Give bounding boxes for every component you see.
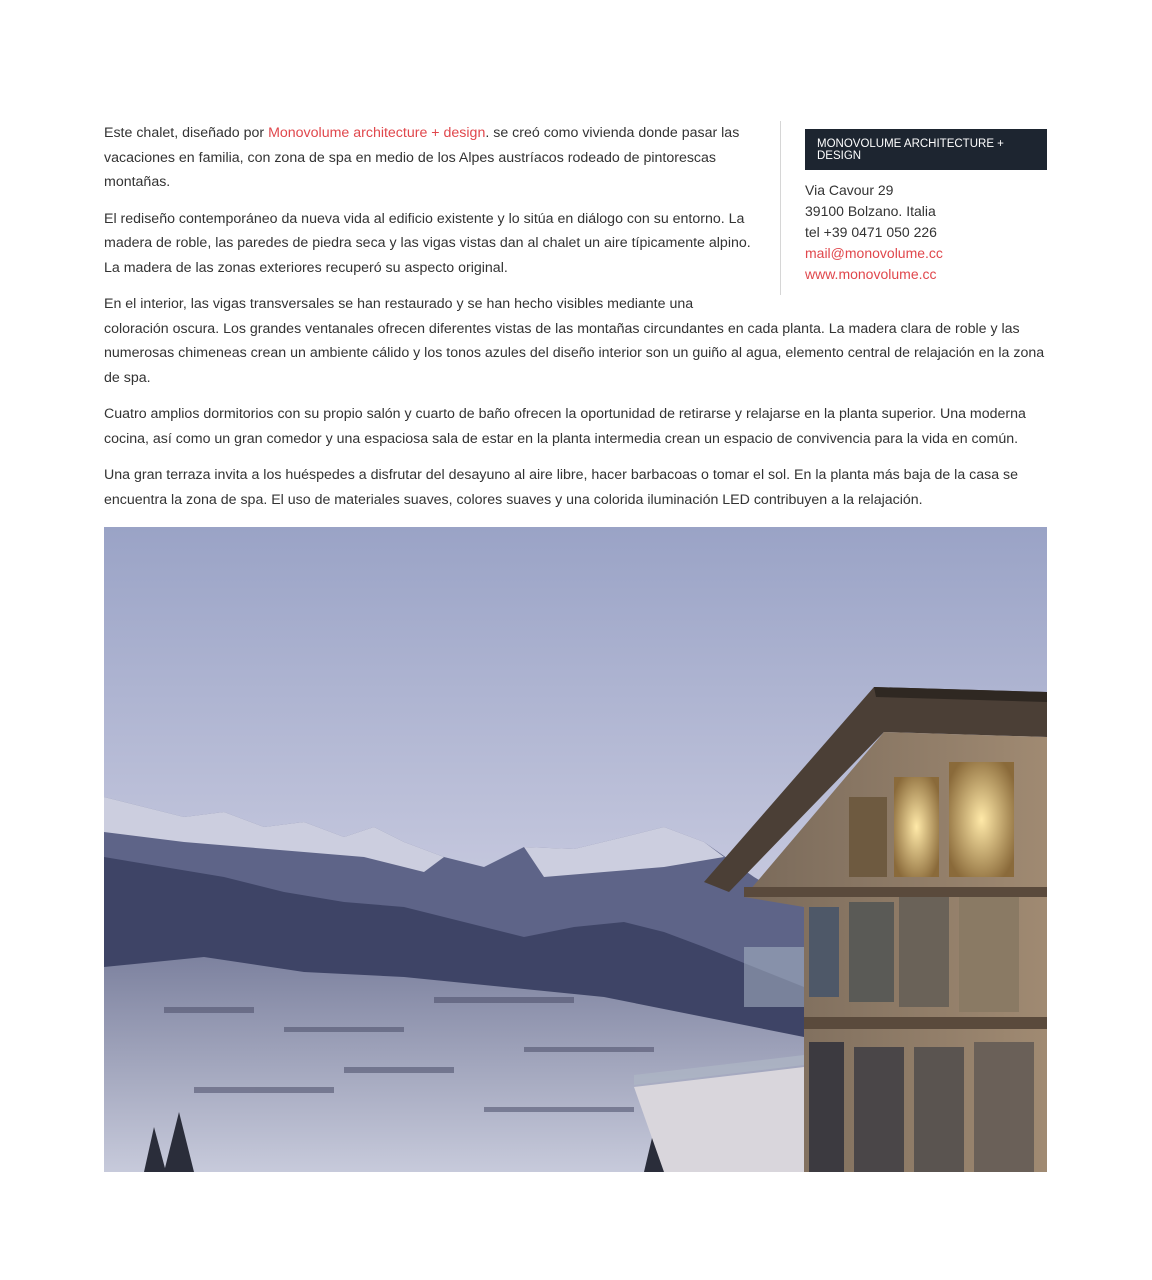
paragraph-interior: En el interior, las vigas transversales se han restaurado y se han hecho visibles mediante una coloración oscura. Los grandes ventanales ofrecen diferentes vistas de las montañas circundantes en cada planta. La madera clara de roble y las numerosas chimeneas crean un ambiente cálido y los tonos azules del diseño interior son un guiño al agua, elemento central de relajación en la zona de spa. — [104, 296, 1045, 386]
paragraph-redesign: El rediseño contemporáneo da nueva vida al edificio existente y lo sitúa en diálogo con su entorno. La madera de roble, las paredes de piedra seca y las vigas vistas dan al chalet un aire típicamente alpino. La madera de las zonas exteriores recuperó su aspecto original. — [104, 210, 751, 276]
chalet-photo — [104, 527, 1047, 1172]
architect-link[interactable]: Monovolume architecture + design — [268, 125, 486, 141]
email-link[interactable]: mail@monovolume.cc — [805, 245, 943, 261]
chalet-photo-illustration — [104, 527, 1047, 1172]
architect-name-heading: MONOVOLUME ARCHITECTURE + DESIGN — [805, 129, 1047, 170]
balcony-glass — [744, 947, 804, 1007]
chalet-windows-lower — [809, 1042, 1034, 1172]
intro-text-start: Este chalet, diseñado por — [104, 125, 269, 141]
architect-address — [805, 180, 1047, 285]
address-phone: tel +39 0471 050 226 — [805, 224, 937, 240]
paragraph-terrace: Una gran terraza invita a los huéspedes a disfrutar del desayuno al aire libre, hacer barbacoas o tomar el sol. En la planta más baja de la casa se encuentra la zona de spa. El uso de materiales suaves, colores suaves y una colorida iluminación LED contribuyen a la relajación. — [104, 467, 1019, 508]
paragraph-bedrooms: Cuatro amplios dormitorios con su propio salón y cuarto de baño ofrecen la oportunidad de retirarse y relajarse en la planta superior. Una moderna cocina, así como un gran comedor y una espaciosa sala de estar en la planta intermedia crean un espacio de convivencia para la vida en común. — [104, 406, 1026, 447]
website-link[interactable]: www.monovolume.cc — [805, 266, 937, 282]
address-city: 39100 Bolzano. Italia — [805, 203, 936, 219]
address-street: Via Cavour 29 — [805, 182, 894, 198]
architect-contact-box — [780, 121, 1047, 295]
intro-text-end: . se creó como vivienda donde pasar las vacaciones en familia, con zona de spa en medio de los Alpes austríacos rodeado de pintorescas montañas. — [104, 125, 740, 190]
article — [104, 121, 1047, 524]
